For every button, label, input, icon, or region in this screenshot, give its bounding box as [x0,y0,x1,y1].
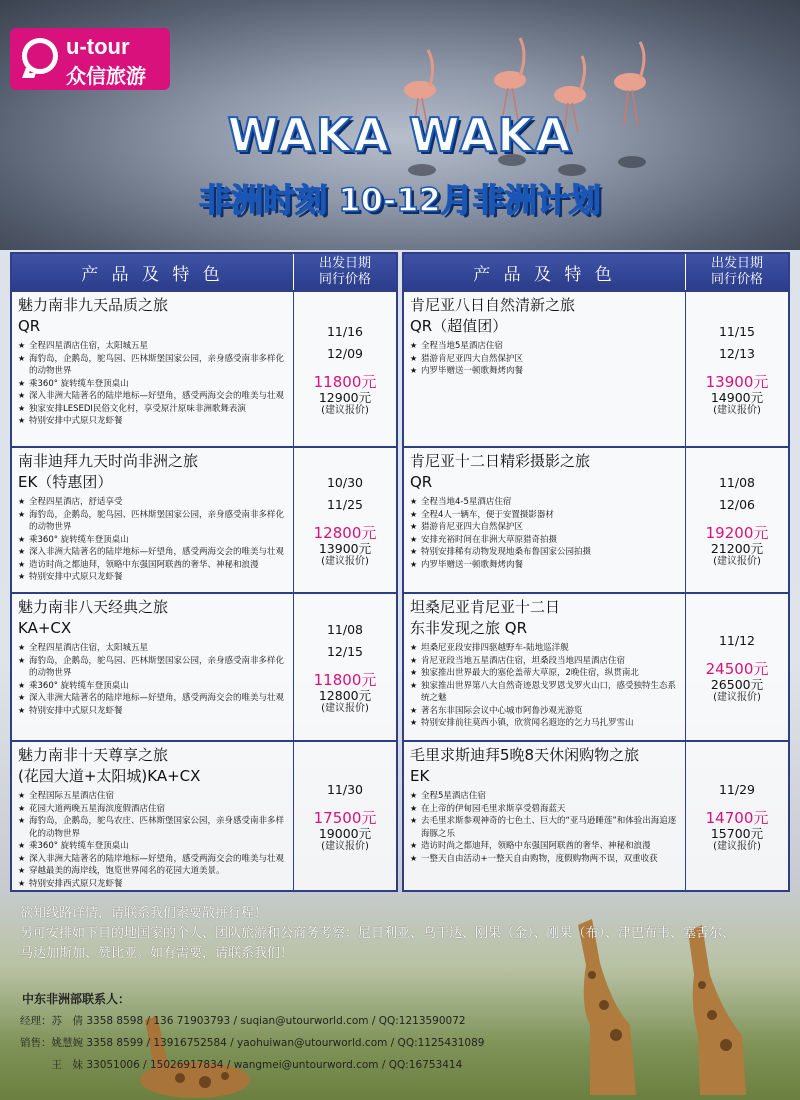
feature-item: ★ 乘360° 旋转缆车登顶桌山 [18,680,287,693]
trade-price: 11800元 [313,373,377,391]
departure-date: 11/12 [718,633,756,648]
feature-item: ★ 全程当地4-5星酒店住宿 [410,496,679,509]
retail-price: 12800元 [318,688,372,703]
feature-item: ★ 特别安排中式原只龙虾餐 [18,705,287,718]
departure-date: 11/08 [718,475,756,490]
product-airline: KA+CX [18,619,72,637]
product-row[interactable] [12,290,396,446]
feature-item: ★ 深入非洲大陆著名的陆岸地标—好望角，感受两海交会的唯美与壮观 [18,546,287,559]
retail-price: 19000元 [318,826,372,841]
trade-price: 19200元 [705,524,769,542]
feature-item: ★ 猎游肯尼亚四大自然保护区 [410,353,679,366]
contact-title: 中东非洲部联系人： [22,992,131,1006]
feature-list [410,790,679,865]
date-price-cell [686,448,788,592]
product-airline: EK [410,767,430,785]
contact-line: 经理：苏 倩 3358 8598 / 136 71903793 / suqian@utourworld.com / QQ:1213590072 [20,1015,466,1027]
trade-price: 14700元 [705,809,769,827]
product-name: 肯尼亚八日自然清新之旅 [410,296,576,314]
product-airline: QR [410,473,433,491]
feature-item: ★ 全程四星酒店，舒适享受 [18,496,287,509]
departure-date: 11/25 [326,497,364,512]
products-header: 产 品 及 特 色 [404,254,686,290]
feature-item: ★ 全程四星酒店住宿，太阳城五星 [18,642,287,655]
footer-line-2: 另可安排如下目的地国家的个人、团队旅游和公商务考察：尼日利亚、乌干达、刚果（金）、刚果（布）、津巴布韦、塞舌尔、 [20,926,736,941]
product-row[interactable] [12,592,396,740]
feature-item: ★ 去毛里求斯参观神奇的七色土、巨大的“亚马逊睡莲”和体验出海追逐海豚之乐 [410,815,679,840]
product-name: 南非迪拜九天时尚非洲之旅 [18,452,199,470]
feature-list [18,496,287,584]
date-price-cell [686,742,788,890]
product-airline: 东非发现之旅 QR [410,619,527,637]
contact-line: 王 妹 33051006 / 15026917834 / wangmei@untourword.com / QQ:16753414 [20,1059,463,1071]
departure-date: 12/13 [718,346,756,361]
product-table-left [10,252,398,892]
departure-date: 11/15 [718,324,756,339]
price-note: (建议报价) [713,692,761,703]
trade-price: 24500元 [705,660,769,678]
feature-item: ★ 内罗毕赠送一顿歌舞烤肉餐 [410,559,679,572]
product-table-right [402,252,790,892]
retail-price: 13900元 [318,541,372,556]
feature-list [18,790,287,890]
feature-item: ★ 特别安排稀有动物发现地桑布鲁国家公园拍摄 [410,546,679,559]
headline-chinese: 非洲时刻 10-12月非洲计划 [199,181,601,219]
headline-english: WAKA WAKA [227,108,573,162]
feature-item: ★ 全程当地5星酒店住宿 [410,340,679,353]
product-row[interactable] [12,740,396,890]
feature-item: ★ 全程4人一辆车，便于安置摄影器材 [410,509,679,522]
date-price-cell [686,594,788,740]
product-description [12,742,294,890]
feature-item: ★ 深入非洲大陆著名的陆岸地标—好望角，感受两海交会的唯美与壮观 [18,390,287,403]
date-price-header: 出发日期 同行价格 [318,256,371,287]
feature-item: ★ 造访时尚之都迪拜，领略中东强国阿联酋的奢华、神秘和浪漫 [410,840,679,853]
feature-item: ★ 乘360° 旋转缆车登顶桌山 [18,840,287,853]
feature-item: ★ 全程国际五星酒店住宿 [18,790,287,803]
feature-item: ★ 乘360° 旋转缆车登顶桌山 [18,534,287,547]
date-price-cell [294,594,396,740]
feature-item: ★ 深入非洲大陆著名的陆岸地标—好望角，感受两海交会的唯美与壮观 [18,692,287,705]
price-note: (建议报价) [321,703,369,714]
feature-list [410,496,679,571]
date-price-cell [294,448,396,592]
price-note: (建议报价) [713,556,761,567]
feature-list [18,340,287,428]
feature-item: ★ 造访时尚之都迪拜，领略中东强国阿联酋的奢华、神秘和浪漫 [18,559,287,572]
footer-info [20,904,800,964]
footer-line-1: 欲知线路详情，请联系我们索要散拼行程！ [20,906,268,921]
product-description [12,292,294,446]
feature-item: ★ 海豹岛，企鹅岛，鸵鸟园、匹林斯堡国家公园，亲身感受南非多样化的动物世界 [18,655,287,680]
product-description [12,448,294,592]
feature-item: ★ 全程5星酒店住宿 [410,790,679,803]
trade-price: 17500元 [313,809,377,827]
feature-item: ★ 猎游肯尼亚四大自然保护区 [410,521,679,534]
trade-price: 13900元 [705,373,769,391]
product-description [404,448,686,592]
speech-bubble-tail-icon [22,68,38,78]
date-price-header: 出发日期 同行价格 [710,256,763,287]
feature-item: ★ 独家安排LESEDI民俗文化村，享受原汁原味非洲歌舞表演 [18,403,287,416]
retail-price: 21200元 [710,541,764,556]
feature-list [18,642,287,717]
product-name: 魅力南非十天尊享之旅 [18,746,169,764]
feature-item: ★ 在上帝的伊甸园毛里求斯享受碧海蓝天 [410,803,679,816]
product-airline: (花园大道+太阳城)KA+CX [18,767,201,785]
feature-item: ★ 安排充裕时间在非洲大草原猎奇拍摄 [410,534,679,547]
price-note: (建议报价) [321,405,369,416]
footer-line-3: 马达加斯加、赞比亚。如有需要，请联系我们！ [20,946,294,961]
feature-item: ★ 特别安排中式原只龙虾餐 [18,571,287,584]
departure-date: 11/30 [326,782,364,797]
logo-chinese: 众信旅游 [66,64,146,88]
price-note: (建议报价) [713,405,761,416]
feature-item: ★ 特别安排中式原只龙虾餐 [18,415,287,428]
date-price-cell [686,292,788,446]
date-price-cell [294,742,396,890]
retail-price: 26500元 [710,677,764,692]
departure-date: 11/29 [718,782,756,797]
departure-date: 12/06 [718,497,756,512]
feature-item: ★ 一整天自由活动+一整天自由购物，度假购物两不误，双重收获 [410,853,679,866]
trade-price: 11800元 [313,671,377,689]
header-banner [0,0,800,250]
product-description [404,292,686,446]
feature-item: ★ 特别安排西式原只龙虾餐 [18,878,287,891]
product-row[interactable] [404,740,788,890]
feature-item: ★ 内罗毕赠送一顿歌舞烤肉餐 [410,365,679,378]
product-airline: EK（特惠团） [18,473,113,491]
product-name: 魅力南非九天品质之旅 [18,296,169,314]
trade-price: 12800元 [313,524,377,542]
feature-item: ★ 独家推出世界最大的塞伦盖蒂大草原，2晚住宿，纵贯南北 [410,667,679,680]
retail-price: 14900元 [710,390,764,405]
product-name: 坦桑尼亚肯尼亚十二日 [410,598,561,616]
table-header [404,254,788,290]
product-name: 毛里求斯迪拜5晚8天休闲购物之旅 [410,746,640,764]
price-note: (建议报价) [713,841,761,852]
product-description [12,594,294,740]
product-row[interactable] [12,446,396,592]
product-airline: QR（超值团） [410,317,508,335]
product-row[interactable] [404,592,788,740]
feature-list [410,340,679,378]
feature-item: ★ 著名东非国际会议中心城市阿鲁沙观光游览 [410,705,679,718]
product-row[interactable] [404,290,788,446]
price-note: (建议报价) [321,556,369,567]
feature-item: ★ 全程四星酒店住宿，太阳城五星 [18,340,287,353]
table-header [12,254,396,290]
logo-english: u-tour [66,34,130,59]
feature-item: ★ 深入非洲大陆著名的陆岸地标—好望角，感受两海交会的唯美与壮观 [18,853,287,866]
departure-date: 11/08 [326,622,364,637]
price-note: (建议报价) [321,841,369,852]
departure-date: 11/16 [326,324,364,339]
utour-logo[interactable] [10,28,170,90]
feature-list [410,642,679,730]
departure-date: 10/30 [326,475,364,490]
product-description [404,742,686,890]
product-airline: QR [18,317,41,335]
feature-item: ★ 独家推出世界第八大自然奇迹恩戈罗恩戈罗火山口，感受独特生态系统之魅 [410,680,679,705]
departure-date: 12/15 [326,644,364,659]
retail-price: 12900元 [318,390,372,405]
feature-item: ★ 海豹岛，企鹅岛，鸵鸟园、匹林斯堡国家公园，亲身感受南非多样化的动物世界 [18,509,287,534]
contact-line: 销售：姚慧婉 3358 8599 / 13916752584 / yaohuiwan@utourworld.com / QQ:1125431089 [20,1037,485,1049]
product-description [404,594,686,740]
feature-item: ★ 穿越最美的海岸线，饱览世界闻名的花园大道美景。 [18,865,287,878]
feature-item: ★ 乘360° 旋转缆车登顶桌山 [18,378,287,391]
product-name: 肯尼亚十二日精彩摄影之旅 [410,452,591,470]
retail-price: 15700元 [710,826,764,841]
feature-item: ★ 花园大道两晚五星海滨度假酒店住宿 [18,803,287,816]
feature-item: ★ 肯尼亚段当地五星酒店住宿，坦桑段当地四星酒店住宿 [410,655,679,668]
product-row[interactable] [404,446,788,592]
products-header: 产 品 及 特 色 [12,254,294,290]
departure-date: 12/09 [326,346,364,361]
feature-item: ★ 海豹岛，企鹅岛，鸵鸟农庄、匹林斯堡国家公园，亲身感受南非多样化的动物世界 [18,815,287,840]
feature-item: ★ 坦桑尼亚段安排四驱越野车-陆地巡洋舰 [410,642,679,655]
product-name: 魅力南非八天经典之旅 [18,598,169,616]
feature-item: ★ 海豹岛，企鹅岛，鸵鸟园、匹林斯堡国家公园，亲身感受南非多样化的动物世界 [18,353,287,378]
feature-item: ★ 特别安排前往莫西小镇，欣赏闻名遐迩的乞力马扎罗雪山 [410,717,679,730]
date-price-cell [294,292,396,446]
